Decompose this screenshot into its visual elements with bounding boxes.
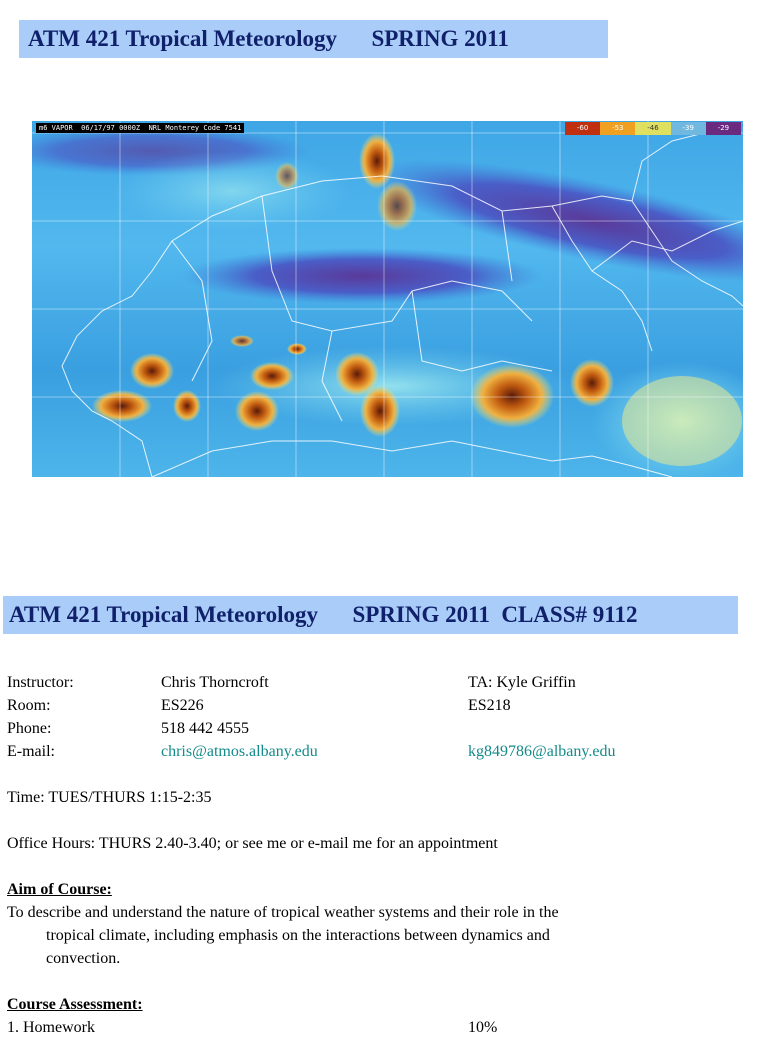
instructor-phone: 518 442 4555 bbox=[161, 720, 249, 737]
aim-heading: Aim of Course: bbox=[7, 881, 112, 898]
class-time: Time: TUES/THURS 1:15-2:35 bbox=[7, 789, 212, 806]
instructor-email-link[interactable]: chris@atmos.albany.edu bbox=[161, 743, 318, 760]
assessment-heading: Course Assessment: bbox=[7, 996, 143, 1013]
aim-text-line3: convection. bbox=[46, 950, 121, 967]
colorbar-label: -46 bbox=[635, 122, 670, 135]
assessment-item-homework: 1. Homework bbox=[7, 1019, 95, 1036]
email-label: E-mail: bbox=[7, 743, 55, 760]
instructor-name: Chris Thorncroft bbox=[161, 674, 269, 691]
colorbar-label: -29 bbox=[706, 122, 741, 135]
aim-text-line1: To describe and understand the nature of tropical weather systems and their role in the bbox=[7, 904, 559, 921]
colorbar-label: -60 bbox=[565, 122, 600, 135]
satellite-caption: m6 VAPOR 06/17/97 0000Z NRL Monterey Code 7541 bbox=[36, 123, 244, 133]
water-vapor-satellite-image bbox=[32, 121, 743, 477]
office-hours: Office Hours: THURS 2.40-3.40; or see me or e-mail me for an appointment bbox=[7, 835, 498, 852]
aim-text-line2: tropical climate, including emphasis on the interactions between dynamics and bbox=[46, 927, 550, 944]
room-label: Room: bbox=[7, 697, 51, 714]
course-title-banner: ATM 421 Tropical Meteorology SPRING 2011 CLASS# 9112 bbox=[3, 596, 738, 634]
colorbar-label: -39 bbox=[671, 122, 706, 135]
ta-name: TA: Kyle Griffin bbox=[468, 674, 576, 691]
assessment-item-homework-percent: 10% bbox=[468, 1019, 498, 1036]
ta-room: ES218 bbox=[468, 697, 511, 714]
instructor-label: Instructor: bbox=[7, 674, 74, 691]
page-title: ATM 421 Tropical Meteorology SPRING 2011 bbox=[19, 20, 608, 58]
ta-email-link[interactable]: kg849786@albany.edu bbox=[468, 743, 616, 760]
colorbar-legend bbox=[565, 122, 741, 135]
satellite-map bbox=[32, 121, 743, 477]
instructor-room: ES226 bbox=[161, 697, 204, 714]
colorbar-label: -53 bbox=[600, 122, 635, 135]
phone-label: Phone: bbox=[7, 720, 52, 737]
